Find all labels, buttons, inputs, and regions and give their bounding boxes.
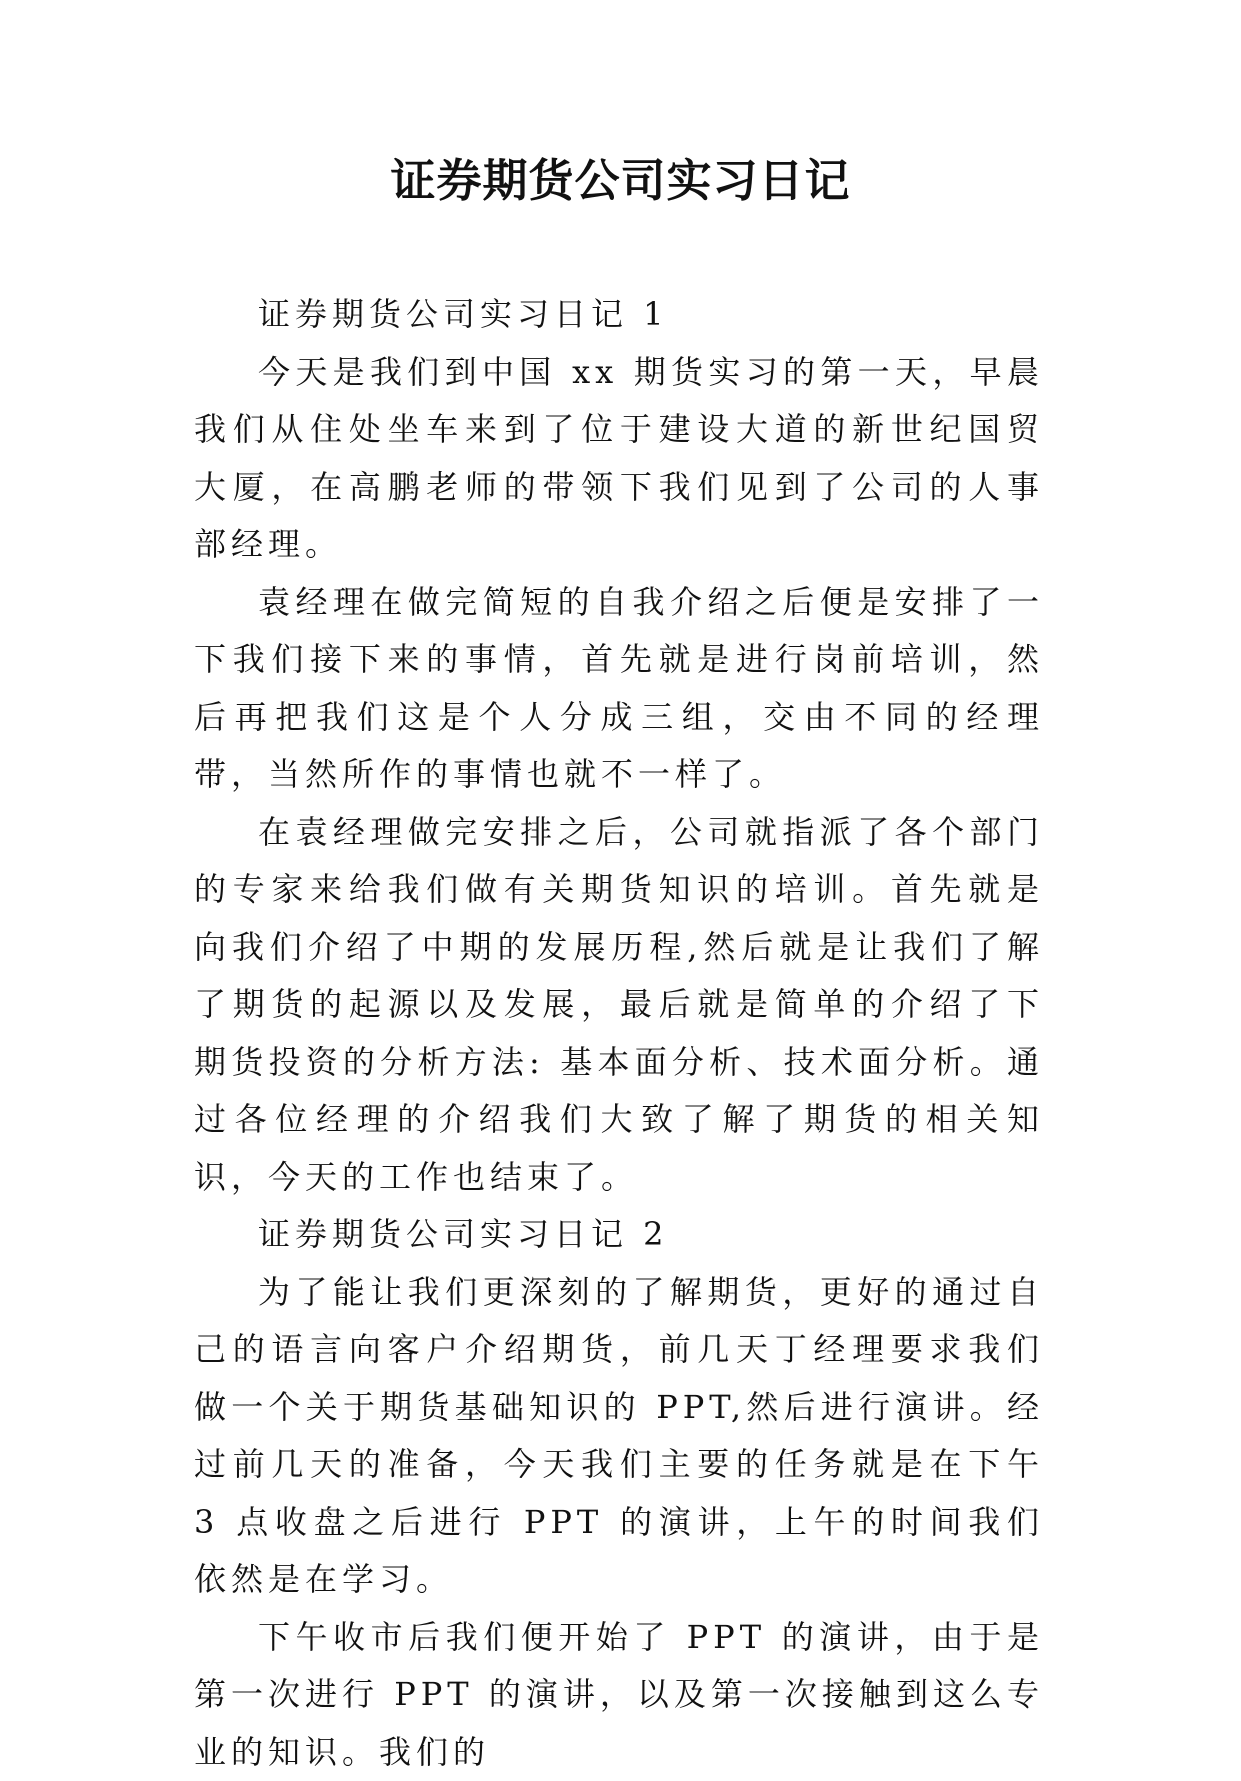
paragraph: 在袁经理做完安排之后，公司就指派了各个部门的专家来给我们做有关期货知识的培训。首先就是向我们介绍了中期的发展历程,然后就是让我们了解了期货的起源以及发展，最后就是简单的介绍了下期货投资的分析方法: 基本面分析、技术面分析。通过各位经理的介绍我们大致了解了期货的相关知识，今天的工作也结束了。 (194, 804, 1044, 1207)
paragraph: 今天是我们到中国 xx 期货实习的第一天，早晨我们从住处坐车来到了位于建设大道的新世纪国贸大厦，在高鹏老师的带领下我们见到了公司的人事部经理。 (194, 344, 1044, 574)
document-body (194, 286, 1044, 1781)
document-title: 证券期货公司实习日记 (0, 150, 1241, 212)
section-heading: 证券期货公司实习日记 2 (194, 1206, 1044, 1264)
paragraph: 袁经理在做完简短的自我介绍之后便是安排了一下我们接下来的事情，首先就是进行岗前培训，然后再把我们这是个人分成三组，交由不同的经理带，当然所作的事情也就不一样了。 (194, 574, 1044, 804)
paragraph: 下午收市后我们便开始了 PPT 的演讲，由于是第一次进行 PPT 的演讲，以及第一次接触到这么专业的知识。我们的 (194, 1609, 1044, 1781)
section-heading: 证券期货公司实习日记 1 (194, 286, 1044, 344)
paragraph: 为了能让我们更深刻的了解期货，更好的通过自己的语言向客户介绍期货，前几天丁经理要求我们做一个关于期货基础知识的 PPT,然后进行演讲。经过前几天的准备，今天我们主要的任务就是在下午 3 点收盘之后进行 PPT 的演讲，上午的时间我们依然是在学习。 (194, 1264, 1044, 1609)
